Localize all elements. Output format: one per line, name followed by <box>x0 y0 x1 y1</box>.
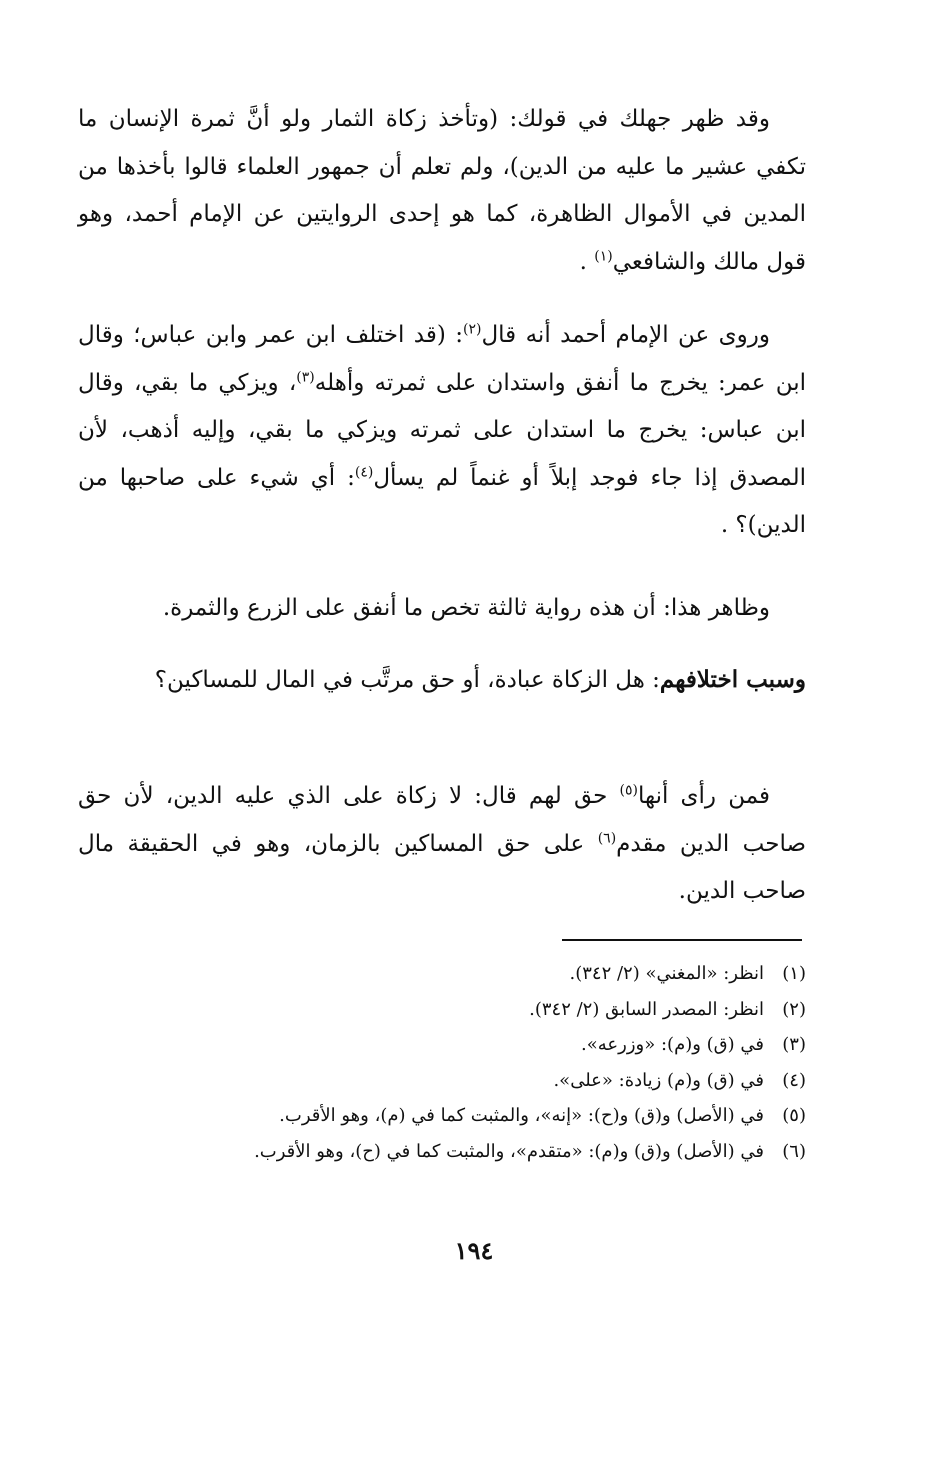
paragraph-5 <box>78 773 806 916</box>
paragraph-2-text-a: وروى عن الإمام أحمد أنه قال <box>481 322 770 348</box>
footnote-number: (١) <box>782 963 806 984</box>
paragraph-5-text-c: على حق المساكين بالزمان، وهو في الحقيقة مال صاحب الدين. <box>78 830 806 904</box>
footnote-text: انظر: «المغني» (٢/ ٣٤٢). <box>569 963 764 984</box>
paragraph-1 <box>78 96 806 286</box>
paragraph-3 <box>78 585 806 633</box>
footnote-number: (٣) <box>782 1034 806 1056</box>
footnote-text: في (ق) و(م): «وزرعه». <box>581 1034 764 1056</box>
paragraph-2 <box>78 312 806 550</box>
footnote-number: (٢) <box>782 998 806 1020</box>
footnote-item <box>78 956 806 992</box>
footnote-item <box>78 1063 806 1099</box>
paragraph-4-text: : هل الزكاة عبادة، أو حق مرتَّب في المال للمساكين؟ <box>154 667 660 693</box>
paragraph-5-text-b: حق لهم قال: لا زكاة على الذي عليه الدين، لأن حق صاحب الدين مقدم <box>78 783 806 857</box>
footnote-item <box>78 1134 806 1170</box>
footnote-text: في (الأصل) و(ق) و(ح): «إنه»، والمثبت كما في (م)، وهو الأقرب. <box>279 1105 764 1127</box>
paragraph-4 <box>78 656 806 705</box>
paragraph-5-text-a: فمن رأى أنها <box>637 783 770 809</box>
footnote-ref-1[interactable]: (١) <box>594 247 613 264</box>
page-number: ١٩٤ <box>454 1236 494 1265</box>
paragraph-2-text-b: : (قد اختلف ابن عمر وابن عباس؛ وقال ابن عمر: يخرج ما أنفق واستدان على ثمرته وأهله <box>78 322 807 396</box>
paragraph-2-text-c: ، ويزكي ما بقي، وقال ابن عباس: يخرج ما استدان على ثمرته ويزكي ما بقي، وإليه أذهب، لأن المصدق إذا جاء فوجد إبلاً أو غنماً لم يسأل <box>78 369 807 491</box>
footnotes-list <box>78 956 806 1170</box>
paragraph-3-text: وظاهر هذا: أن هذه رواية ثالثة تخص ما أنفق على الزرع والثمرة. <box>162 595 770 621</box>
paragraph-2-text-d: : أي شيء على صاحبها من الدين)؟ . <box>78 464 806 538</box>
footnote-text: في (الأصل) و(ق) و(م): «متقدم»، والمثبت كما في (ح)، وهو الأقرب. <box>254 1140 764 1162</box>
paragraph-1-text: وقد ظهر جهلك في قولك: (وتأخذ زكاة الثمار ولو أنَّ ثمرة الإنسان ما تكفي عشير ما عليه من الدين)، ولم تعلم أن جمهور العلماء قالوا بأخذها من المدين في الأموال الظاهرة، كما هو إحدى الروايتين عن الإمام أحمد، وهو قول مالك والشافعي <box>78 106 806 275</box>
footnote-number: (٤) <box>782 1069 806 1091</box>
footnote-ref-6[interactable]: (٦) <box>597 829 617 846</box>
footnote-number: (٦) <box>782 1140 806 1162</box>
footnote-number: (٥) <box>782 1105 806 1127</box>
footnote-item <box>78 1027 806 1063</box>
footnote-text: انظر: المصدر السابق (٢/ ٣٤٢). <box>529 998 764 1020</box>
footnote-ref-4[interactable]: (٤) <box>354 463 374 480</box>
footnote-item <box>78 992 806 1028</box>
footnote-item <box>78 1098 806 1134</box>
footnote-ref-3[interactable]: (٣) <box>296 368 315 385</box>
paragraph-4-heading: وسبب اختلافهم <box>659 666 806 693</box>
footnote-ref-5[interactable]: (٥) <box>619 782 638 799</box>
footnote-text: في (ق) و(م) زيادة: «على». <box>553 1069 764 1091</box>
paragraph-1-end: . <box>579 248 595 275</box>
footnote-ref-2[interactable]: (٢) <box>462 321 482 338</box>
footnote-separator <box>562 939 802 941</box>
